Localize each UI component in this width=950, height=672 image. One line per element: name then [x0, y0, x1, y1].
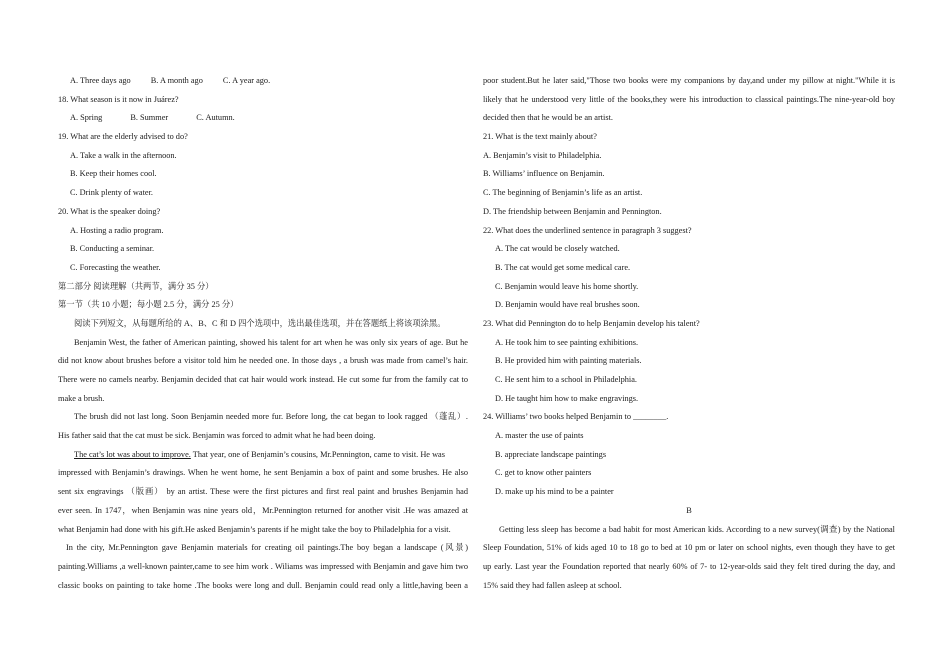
- pb-line-3: up early. Last year the Foundation reported that nearly 60% of 7- to 12-year-olds said they felt tired during the day, and: [483, 561, 895, 571]
- p1-line-4: make a brush.: [58, 393, 105, 403]
- p4-line-3: classic books on painting to take home .The books were long and dull. Benjamin could read only a little,having been a: [58, 580, 468, 590]
- q22-option-a: A. The cat would be closely watched.: [495, 244, 620, 254]
- p2-line-2: His father said that the cat must be sick. Benjamin was forced to admit what he had been doing.: [58, 431, 376, 441]
- p4-line-2: painting.Williams ,a well-known painter,came to see him work . Wiliams was impressed with Benjamin and gave him two: [58, 561, 468, 571]
- q21-option-d: D. The friendship between Benjamin and Pennington.: [483, 206, 662, 216]
- q21-option-a: A. Benjamin’s visit to Philadelphia.: [483, 150, 602, 160]
- p1-line-1: Benjamin West, the father of American painting, showed his talent for art when he was only six years of age. But he: [74, 337, 468, 347]
- q18-option-a: A. Spring: [70, 113, 103, 123]
- q22-option-b: B. The cat would get some medical care.: [495, 262, 631, 272]
- q24-option-a: A. master the use of paints: [495, 431, 584, 441]
- q22-question: 22. What does the underlined sentence in paragraph 3 suggest?: [483, 225, 692, 235]
- q23-option-c: C. He sent him to a school in Philadelphia.: [495, 375, 637, 384]
- pb-line-4: 15% said they had fallen asleep at school.: [483, 580, 622, 590]
- q17-options: [58, 72, 468, 91]
- right-column: [483, 72, 895, 595]
- q18-question: 18. What season is it now in Juárez?: [58, 94, 179, 104]
- q24-option-d: D. make up his mind to be a painter: [495, 487, 614, 497]
- p3-line-4: ever seen. In 1747，when Benjamin was nine years old，Mr.Pennington returned for another visit .He was amazed at: [58, 505, 468, 515]
- q23-option-b: B. He provided him with painting materials.: [495, 356, 642, 366]
- q20-option-c: C. Forecasting the weather.: [70, 262, 161, 272]
- p1-line-2: did not know about brushes before a visitor told him he needed one. In those days , a brush was made from camel’s hair.: [58, 356, 468, 366]
- pb-line-1: Getting less sleep has become a bad habit for most American kids. According to a new survey(调查) by the National: [499, 524, 895, 534]
- q23-option-d: D. He taught him how to make engravings.: [495, 393, 639, 403]
- q24-question: 24. Williams’ two books helped Benjamin to ________.: [483, 412, 669, 422]
- q20-question: 20. What is the speaker doing?: [58, 206, 161, 216]
- q21-option-b: B. Williams’ influence on Benjamin.: [483, 169, 605, 179]
- p1-line-3: There were no camels nearby. Benjamin decided that cat hair would work instead. He cut some fur from the family cat to: [58, 375, 468, 384]
- underlined-sentence: The cat’s lot was about to improve.: [74, 449, 191, 459]
- p3-line-1-rest: That year, one of Benjamin’s cousins, Mr.Pennington, came to visit. He was: [190, 449, 445, 459]
- section1-heading: 第一节（共 10 小题；每小题 2.5 分，满分 25 分）: [58, 300, 239, 310]
- passage-b-label: B: [686, 505, 692, 515]
- q22-option-c: C. Benjamin would leave his home shortly.: [495, 281, 639, 291]
- q23-option-a: A. He took him to see painting exhibitions.: [495, 337, 639, 347]
- q19-option-a: A. Take a walk in the afternoon.: [70, 150, 177, 160]
- left-column: [58, 72, 468, 595]
- pb-line-2: Sleep Foundation, 51% of kids aged 10 to 18 go to bed at 10 pm or later on school nights, even though they have to get: [483, 543, 895, 553]
- q19-option-c: C. Drink plenty of water.: [70, 188, 153, 198]
- p2-line-1: The brush did not last long. Soon Benjamin needed more fur. Before long, the cat began to look ragged （蓬乱）.: [74, 412, 468, 422]
- q22-option-d: D. Benjamin would have real brushes soon.: [495, 300, 640, 310]
- q17-option-c: C. A year ago.: [222, 76, 271, 85]
- q24-option-b: B. appreciate landscape paintings: [495, 449, 607, 459]
- instructions: 阅读下列短文，从每题所给的 A、B、C 和 D 四个选项中，选出最佳选项，并在答题纸上将该项涂黑。: [74, 318, 446, 328]
- q21-option-c: C. The beginning of Benjamin’s life as an artist.: [483, 188, 643, 198]
- q18-options: [58, 109, 468, 128]
- p3-line-2: impressed with Benjamin’s drawings. When he went home, he sent Benjamin a box of paint and some brushes. He also: [58, 468, 468, 478]
- q20-option-a: A. Hosting a radio program.: [70, 225, 164, 235]
- p4-cont-line-2: likely that he understood very little of the books,they were his introduction to classical paintings.The nine-year-old boy: [483, 94, 895, 104]
- part2-heading: 第二部分 阅读理解（共两节，满分 35 分）: [58, 281, 214, 291]
- q23-question: 23. What did Pennington do to help Benjamin develop his talent?: [483, 318, 700, 328]
- q18-option-c: C. Autumn.: [196, 113, 235, 123]
- q19-question: 19. What are the elderly advised to do?: [58, 132, 188, 142]
- q21-question: 21. What is the text mainly about?: [483, 132, 597, 142]
- q17-option-a: A. Three days ago: [70, 76, 131, 85]
- p3-line-1: [58, 446, 468, 465]
- p4-cont-line-1: poor student.But he later said,"Those two books were my companions by day,and under my pillow at night."While it is: [483, 76, 895, 85]
- p3-line-3: sent six engravings （版画） by an artist. These were the first pictures and first real paint and brushes Benjamin had: [58, 487, 468, 497]
- q18-option-b: B. Summer: [130, 113, 169, 123]
- p3-line-5: what Benjamin had done with his gift.He asked Benjamin’s parents if he might take the boy to Philadelphia for a visit.: [58, 524, 451, 534]
- q24-option-c: C. get to know other painters: [495, 468, 592, 478]
- p4-cont-line-3: decided then that he would be an artist.: [483, 113, 613, 123]
- q17-option-b: B. A month ago: [150, 76, 203, 85]
- q19-option-b: B. Keep their homes cool.: [70, 169, 157, 179]
- q20-option-b: B. Conducting a seminar.: [70, 244, 155, 254]
- p4-line-1: In the city, Mr.Pennington gave Benjamin materials for creating oil paintings.The boy began a landscape (风景): [66, 543, 468, 553]
